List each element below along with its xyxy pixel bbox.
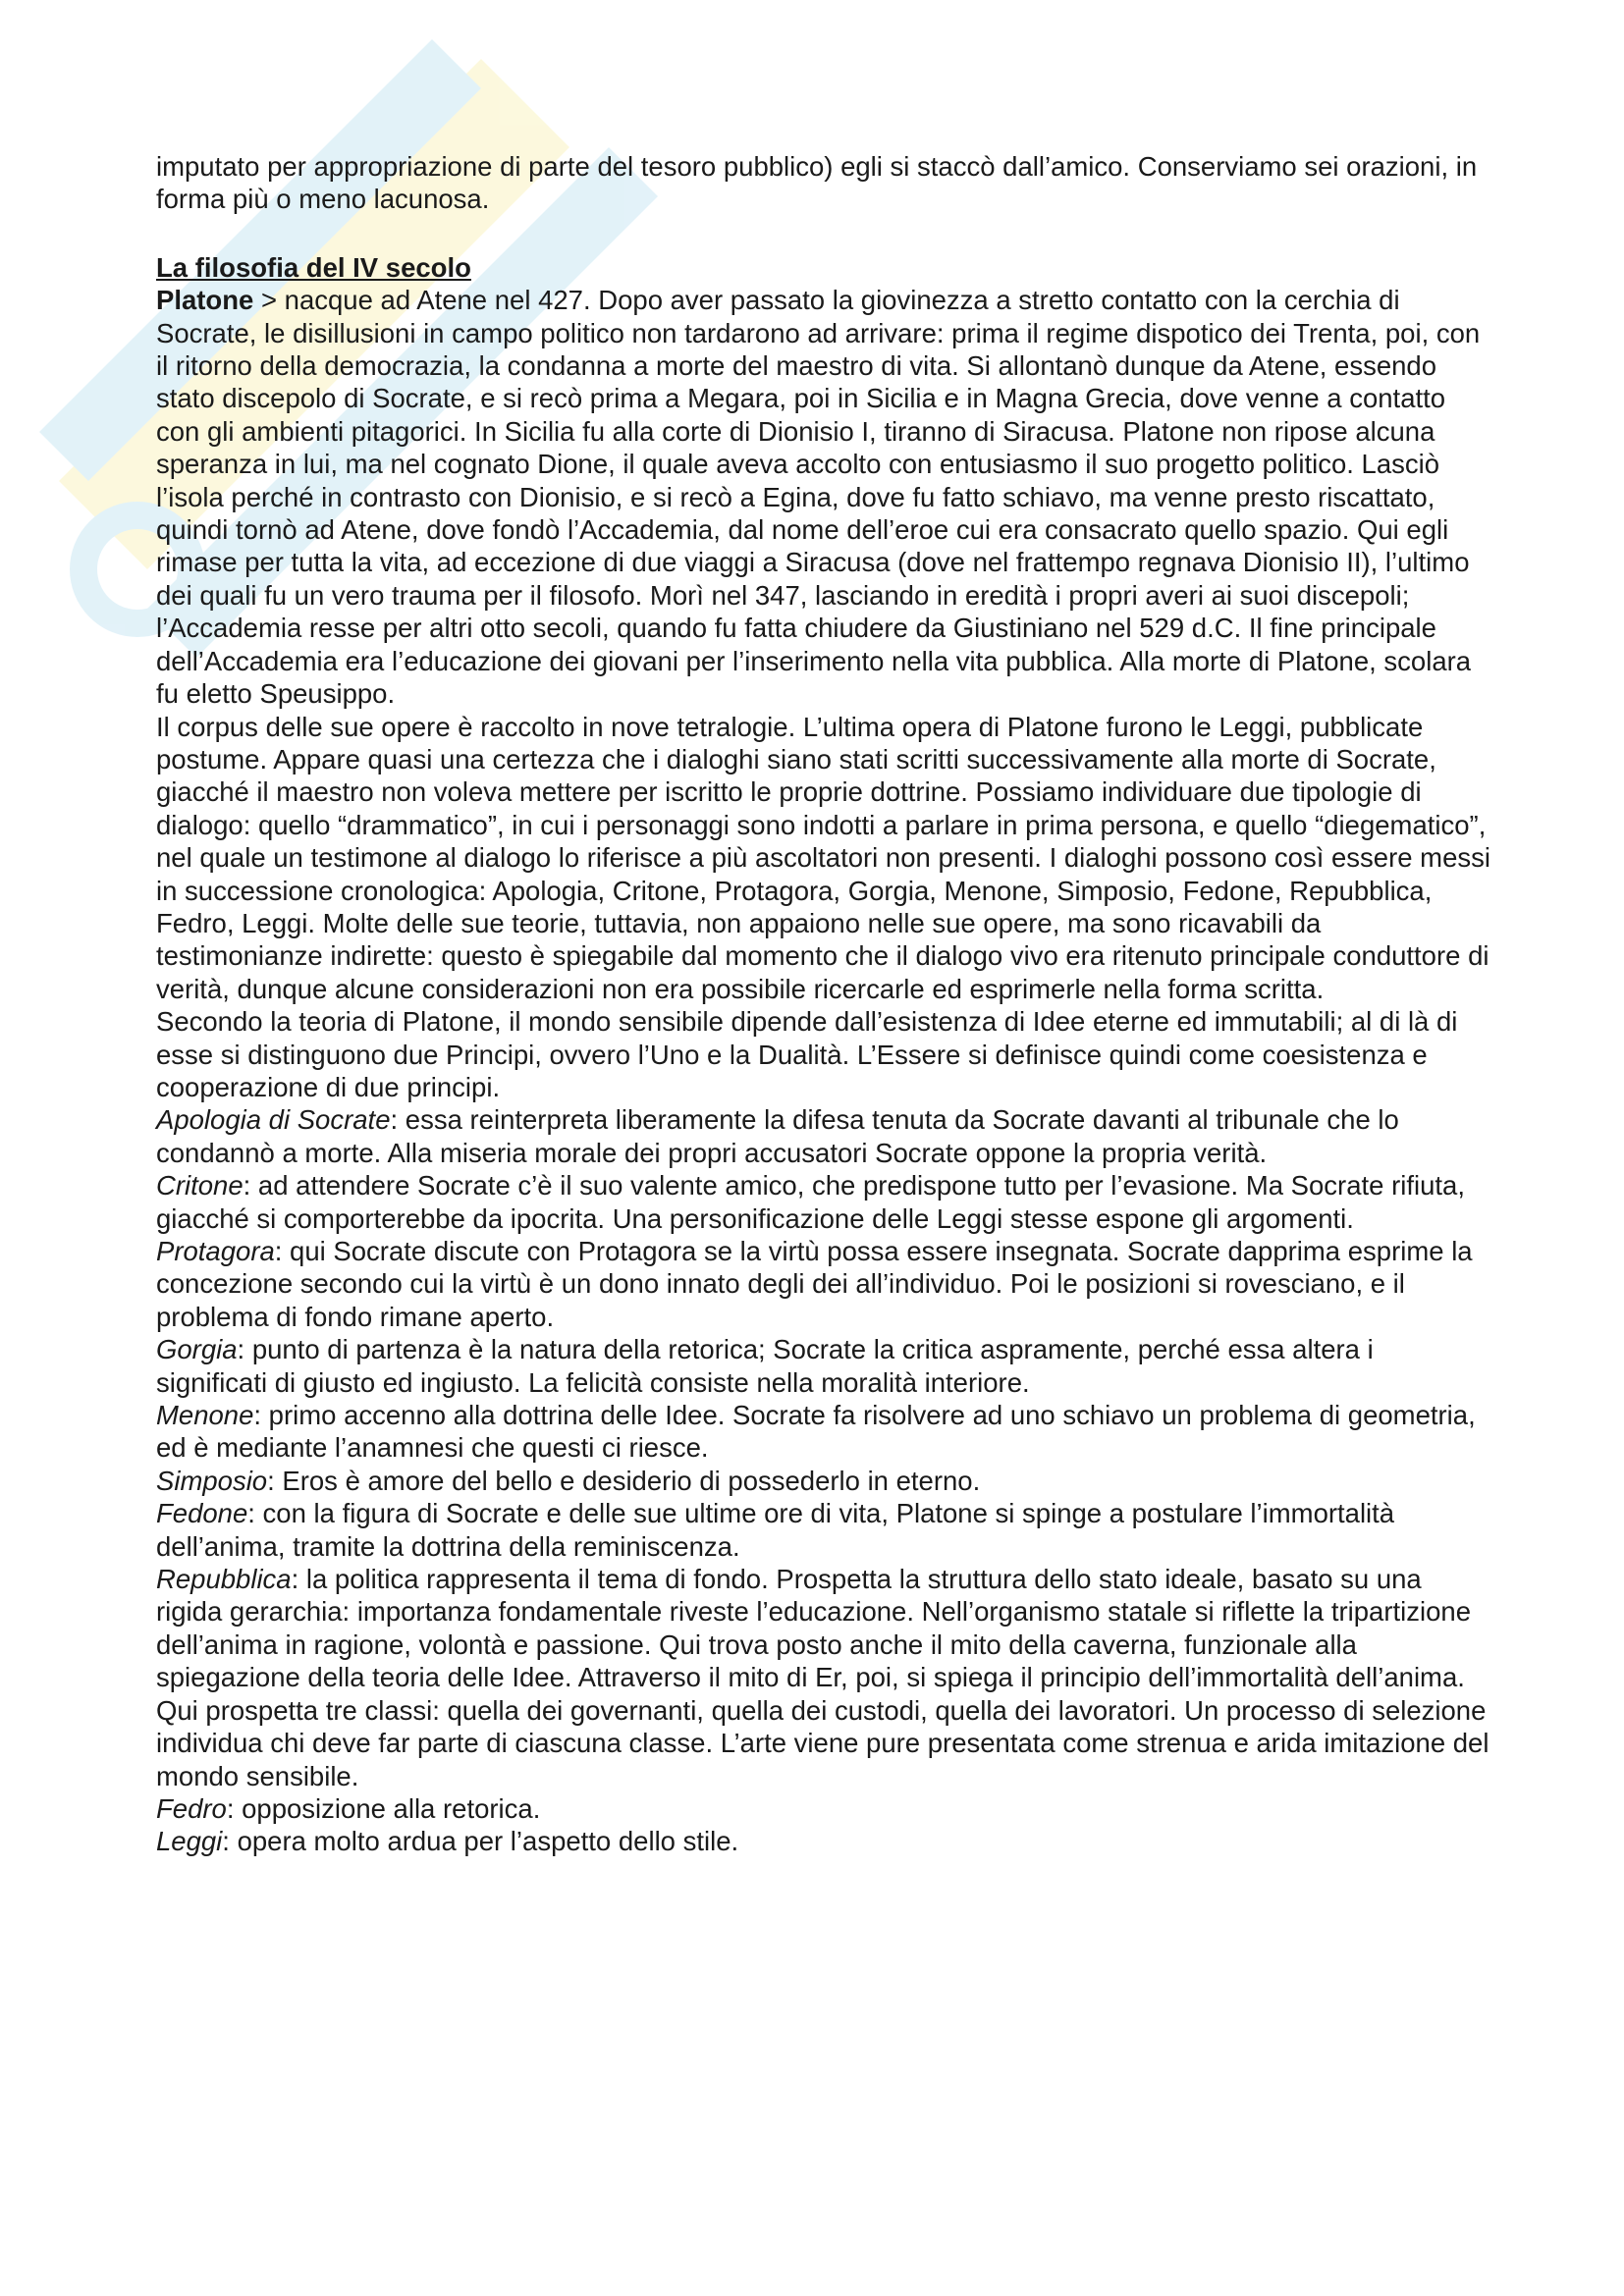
work-description: : Eros è amore del bello e desiderio di possederlo in eterno. xyxy=(267,1465,981,1496)
work-description: : punto di partenza è la natura della retorica; Socrate la critica aspramente, perché essa altera i significati di giusto ed ingiusto. La felicità consiste nella moralità interiore. xyxy=(156,1334,1374,1398)
work-title: Gorgia xyxy=(156,1334,238,1365)
work-leggi xyxy=(156,1825,1491,1857)
work-title: Protagora xyxy=(156,1236,275,1266)
intro-paragraph: imputato per appropriazione di parte del tesoro pubblico) egli si staccò dall’amico. Conserviamo sei orazioni, in forma più o meno lacunosa. xyxy=(156,151,1478,215)
teoria-paragraph: Secondo la teoria di Platone, il mondo sensibile dipende dall’esistenza di Idee eterne ed immutabili; al di là di esse si distinguono due Principi, ovvero l’Uno e la Dualità. L’Essere si definisce quindi come coesistenza e cooperazione di due principi. xyxy=(156,1006,1458,1102)
section-heading: La filosofia del IV secolo xyxy=(156,251,471,283)
work-description: : la politica rappresenta il tema di fondo. Prospetta la struttura dello stato ideale, basato su una rigida gerarchia: importanza fondamentale riveste l’educazione. Nell’organismo statale si riflette la tripartizione dell’anima in ragione, volontà e passione. Qui trova posto anche il mito della caverna, funzionale alla spiegazione della teoria delle Idee. Attraverso il mito di Er, poi, si spiega il principio dell’immortalità dell’anima. Qui prospetta tre classi: quella dei governanti, quella dei custodi, quella dei lavoratori. Un processo di selezione individua chi deve far parte di ciascuna classe. L’arte viene pure presentata come strenua e arida imitazione del mondo sensibile. xyxy=(156,1564,1489,1791)
platone-text: > nacque ad Atene nel 427. Dopo aver passato la giovinezza a stretto contatto con la cerchia di Socrate, le disillusioni in campo politico non tardarono ad arrivare: prima il regime dispotico dei Trenta, poi, con il ritorno della democrazia, la condanna a morte del maestro di vita. Si allontanò dunque da Atene, essendo stato discepolo di Socrate, e si recò prima a Megara, poi in Sicilia e in Magna Grecia, dove venne a contatto con gli ambienti pitagorici. In Sicilia fu alla corte di Dionisio I, tiranno di Siracusa. Platone non ripose alcuna speranza in lui, ma nel cognato Dione, il quale aveva accolto con entusiasmo il suo progetto politico. Lasciò l’isola perché in contrasto con Dionisio, e si recò a Egina, dove fu fatto schiavo, ma venne presto riscattato, quindi tornò ad Atene, dove fondò l’Accademia, dal nome dell’eroe cui era consacrato quello spazio. Qui egli rimase per tutta la vita, ad eccezione di due viaggi a Siracusa (dove nel frattempo regnava Dionisio II), l’ultimo dei quali fu un vero trauma per il filosofo. Morì nel 347, lasciando in eredità i propri averi ai suoi discepoli; l’Accademia resse per altri otto secoli, quando fu fatta chiudere da Giustiniano nel 529 d.C. Il fine principale dell’Accademia era l’educazione dei giovani per l’inserimento nella vita pubblica. Alla morte di Platone, scolara fu eletto Speusippo. xyxy=(156,285,1481,710)
work-title: Fedone xyxy=(156,1498,248,1529)
work-apologia xyxy=(156,1103,1491,1169)
work-description: : qui Socrate discute con Protagora se la virtù possa essere insegnata. Socrate dapprima esprime la concezione secondo cui la virtù è un dono innato degli dei all’individuo. Poi le posizioni si rovesciano, e il problema di fondo rimane aperto. xyxy=(156,1236,1473,1332)
document-page xyxy=(156,150,1491,1858)
work-repubblica xyxy=(156,1563,1491,1792)
work-description: : ad attendere Socrate c’è il suo valente amico, che predispone tutto per l’evasione. Ma Socrate rifiuta, giacché si comporterebbe da ipocrita. Una personificazione delle Leggi stesse espone gli argomenti. xyxy=(156,1170,1465,1234)
work-title: Simposio xyxy=(156,1465,268,1496)
work-simposio xyxy=(156,1465,1491,1497)
work-gorgia xyxy=(156,1333,1491,1399)
work-fedro xyxy=(156,1792,1491,1825)
work-description: : opposizione alla retorica. xyxy=(226,1792,541,1824)
work-protagora xyxy=(156,1235,1491,1333)
work-title: Fedro xyxy=(156,1792,227,1824)
work-description: : primo accenno alla dottrina delle Idee. Socrate fa risolvere ad uno schiavo un problema di geometria, ed è mediante l’anamnesi che questi ci riesce. xyxy=(156,1400,1476,1464)
work-description: : con la figura di Socrate e delle sue ultime ore di vita, Platone si spinge a postulare l’immortalità dell’anima, tramite la dottrina della reminiscenza. xyxy=(156,1498,1395,1562)
platone-paragraph xyxy=(156,284,1491,710)
work-menone xyxy=(156,1399,1491,1465)
work-description: : opera molto ardua per l’aspetto dello stile. xyxy=(222,1826,739,1857)
work-title: Repubblica xyxy=(156,1564,292,1595)
work-title: Menone xyxy=(156,1400,254,1431)
corpus-paragraph: Il corpus delle sue opere è raccolto in nove tetralogie. L’ultima opera di Platone furono le Leggi, pubblicate postume. Appare quasi una certezza che i dialoghi siano stati scritti successivamente alla morte di Socrate, giacché il maestro non voleva mettere per iscritto le proprie dottrine. Possiamo individuare due tipologie di dialogo: quello “drammatico”, in cui i personaggi sono indotti a parlare in prima persona, e quello “diegematico”, nel quale un testimone al dialogo lo riferisce a più ascoltatori non presenti. I dialoghi possono così essere messi in successione cronologica: Apologia, Critone, Protagora, Gorgia, Menone, Simposio, Fedone, Repubblica, Fedro, Leggi. Molte delle sue teorie, tuttavia, non appaiono nelle sue opere, ma sono ricavabili da testimonianze indirette: questo è spiegabile dal momento che il dialogo vivo era ritenuto principale conduttore di verità, dunque alcune considerazioni non era possibile ricercarle ed esprimerle nella forma scritta. xyxy=(156,711,1490,1004)
work-fedone xyxy=(156,1497,1491,1563)
work-title: Apologia di Socrate xyxy=(156,1104,391,1136)
platone-lead: Platone xyxy=(156,285,254,316)
paragraph-gap xyxy=(156,216,1491,251)
work-critone xyxy=(156,1169,1491,1235)
work-description: : essa reinterpreta liberamente la difesa tenuta da Socrate davanti al tribunale che lo condannò a morte. Alla miseria morale dei propri accusatori Socrate oppone la propria verità. xyxy=(156,1104,1399,1168)
work-title: Leggi xyxy=(156,1826,223,1857)
work-title: Critone xyxy=(156,1170,244,1201)
